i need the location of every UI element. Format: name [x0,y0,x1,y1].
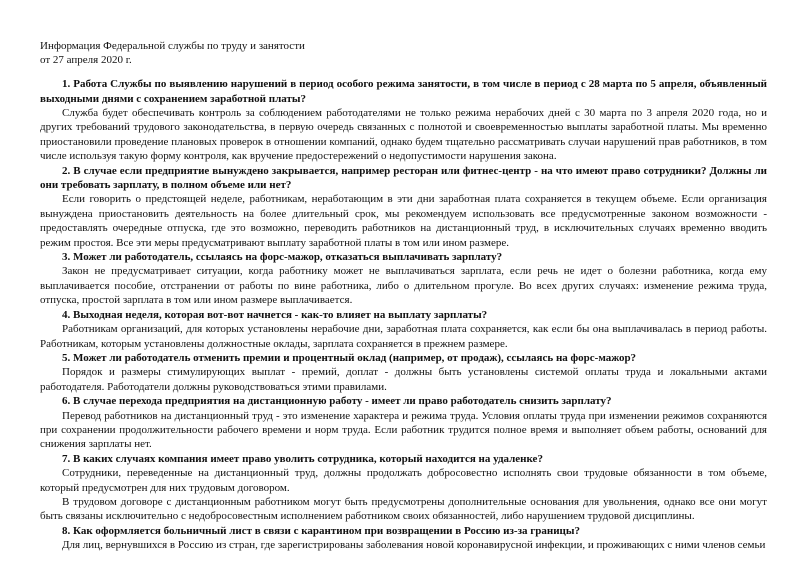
answer-paragraph: Если говорить о предстоящей неделе, работникам, неработающим в эти дни заработная плата сохраняется в текущем объеме. Если организация вынуждена приостановить деятельность на более длительный срок, мы рекомендуем использовать все предусмотренные законом возможности - предоставлять очередные отпуска, где это возможно, переводить работников на дистанционный труд, в исключительных случаях временно вводить режим простоя. Все эти меры предусматривают выплату заработной платы в том или ином размере. [40,193,767,249]
answer-paragraph: Работникам организаций, для которых установлены нерабочие дни, заработная плата сохраняется, как если бы она выплачивалась в период работы. Работникам, которым установлены должностные оклады, зарплата сохраняется в прежнем размере. [40,323,767,350]
question-heading: 6. В случае перехода предприятия на дистанционную работу - имеет ли право работодатель снизить зарплату? [62,395,612,408]
header-source: Информация Федеральной службы по труду и занятости [40,40,305,52]
question-heading: 3. Может ли работодатель, ссылаясь на форс-мажор, отказаться выплачивать зарплату? [62,251,503,264]
section-7 [40,452,767,524]
section-3 [40,250,767,308]
answer-paragraph: В трудовом договоре с дистанционным работником могут быть предусмотрены дополнительные основания для увольнения, однако все они могут быть связаны исключительно с недобросовестным исполнением работником своих обязанностей, либо нарушением трудовой дисциплины. [40,495,767,523]
section-6 [40,394,767,452]
question-heading: 5. Может ли работодатель отменить премии и процентный оклад (например, от продаж), ссылаясь на форс-мажор? [62,351,637,364]
answer-paragraph: Перевод работников на дистанционный труд - это изменение характера и режима труда. Условия оплаты труда при изменении режимов сохраняются при сохранении продолжительности рабочего времени и норм труда. Если работник трудится полное время и выполняет объем работы, оснований для снижения зарплаты нет. [40,409,767,451]
header-date: от 27 апреля 2020 г. [40,53,132,66]
section-4 [40,308,767,351]
answer-paragraph: Порядок и размеры стимулирующих выплат - премий, доплат - должны быть установлены системой оплаты труда и локальными актами работодателя. Работодатели должны руководствоваться этими правилами. [40,366,767,393]
question-heading: 2. В случае если предприятие вынуждено закрывается, например ресторан или фитнес-центр - на что имеют право сотрудники? Должны ли они требовать зарплату, в полном объеме или нет? [40,164,767,192]
answer-paragraph: Сотрудники, переведенные на дистанционный труд, должны продолжать добросовестно исполнять свои трудовые обязанности в том объеме, который предусмотрен для них трудовым договором. [40,467,767,494]
section-1 [40,77,767,163]
section-2 [40,164,767,250]
question-heading: 7. В каких случаях компания имеет право уволить сотрудника, который находится на удаленке? [62,452,543,465]
section-5 [40,351,767,394]
question-heading: 1. Работа Службы по выявлению нарушений в период особого режима занятости, в том числе в период с 28 марта по 5 апреля, объявленный выходными днями с сохранением заработной платы? [40,78,767,105]
answer-paragraph: Служба будет обеспечивать контроль за соблюдением работодателями не только режима нерабочих дней с 30 марта по 3 апреля 2020 года, но и других требований трудового законодательства, в первую очередь связанных с полнотой и своевременностью выплаты заработной платы. Мы временно приостановили проведение плановых проверок в отношении компаний, однако будем тщательно рассматривать случаи нарушений прав работников, в том числе используя такую форму контроля, как вручение предостережений о недопустимости нарушения закона. [40,107,767,163]
answer-paragraph: Для лиц, вернувшихся в Россию из стран, где зарегистрированы заболевания новой коронавирусной инфекции, и проживающих с ними членов семьи [62,539,766,552]
section-8 [40,524,767,553]
document-header [40,40,767,67]
question-heading: 4. Выходная неделя, которая вот-вот начнется - как-то влияет на выплату зарплаты? [62,308,488,321]
question-heading: 8. Как оформляется больничный лист в связи с карантином при возвращении в Россию из-за границы? [62,524,580,537]
answer-paragraph: Закон не предусматривает ситуации, когда работнику может не выплачиваться зарплата, если речь не идет о болезни работника, когда ему выплачивается пособие, отстранении от работы по вине работника, либо о длительном прогуле. Во всех других случаях: изменение режима труда, отпуска, простой зарплата в том или ином размере выплачивается. [40,265,767,307]
